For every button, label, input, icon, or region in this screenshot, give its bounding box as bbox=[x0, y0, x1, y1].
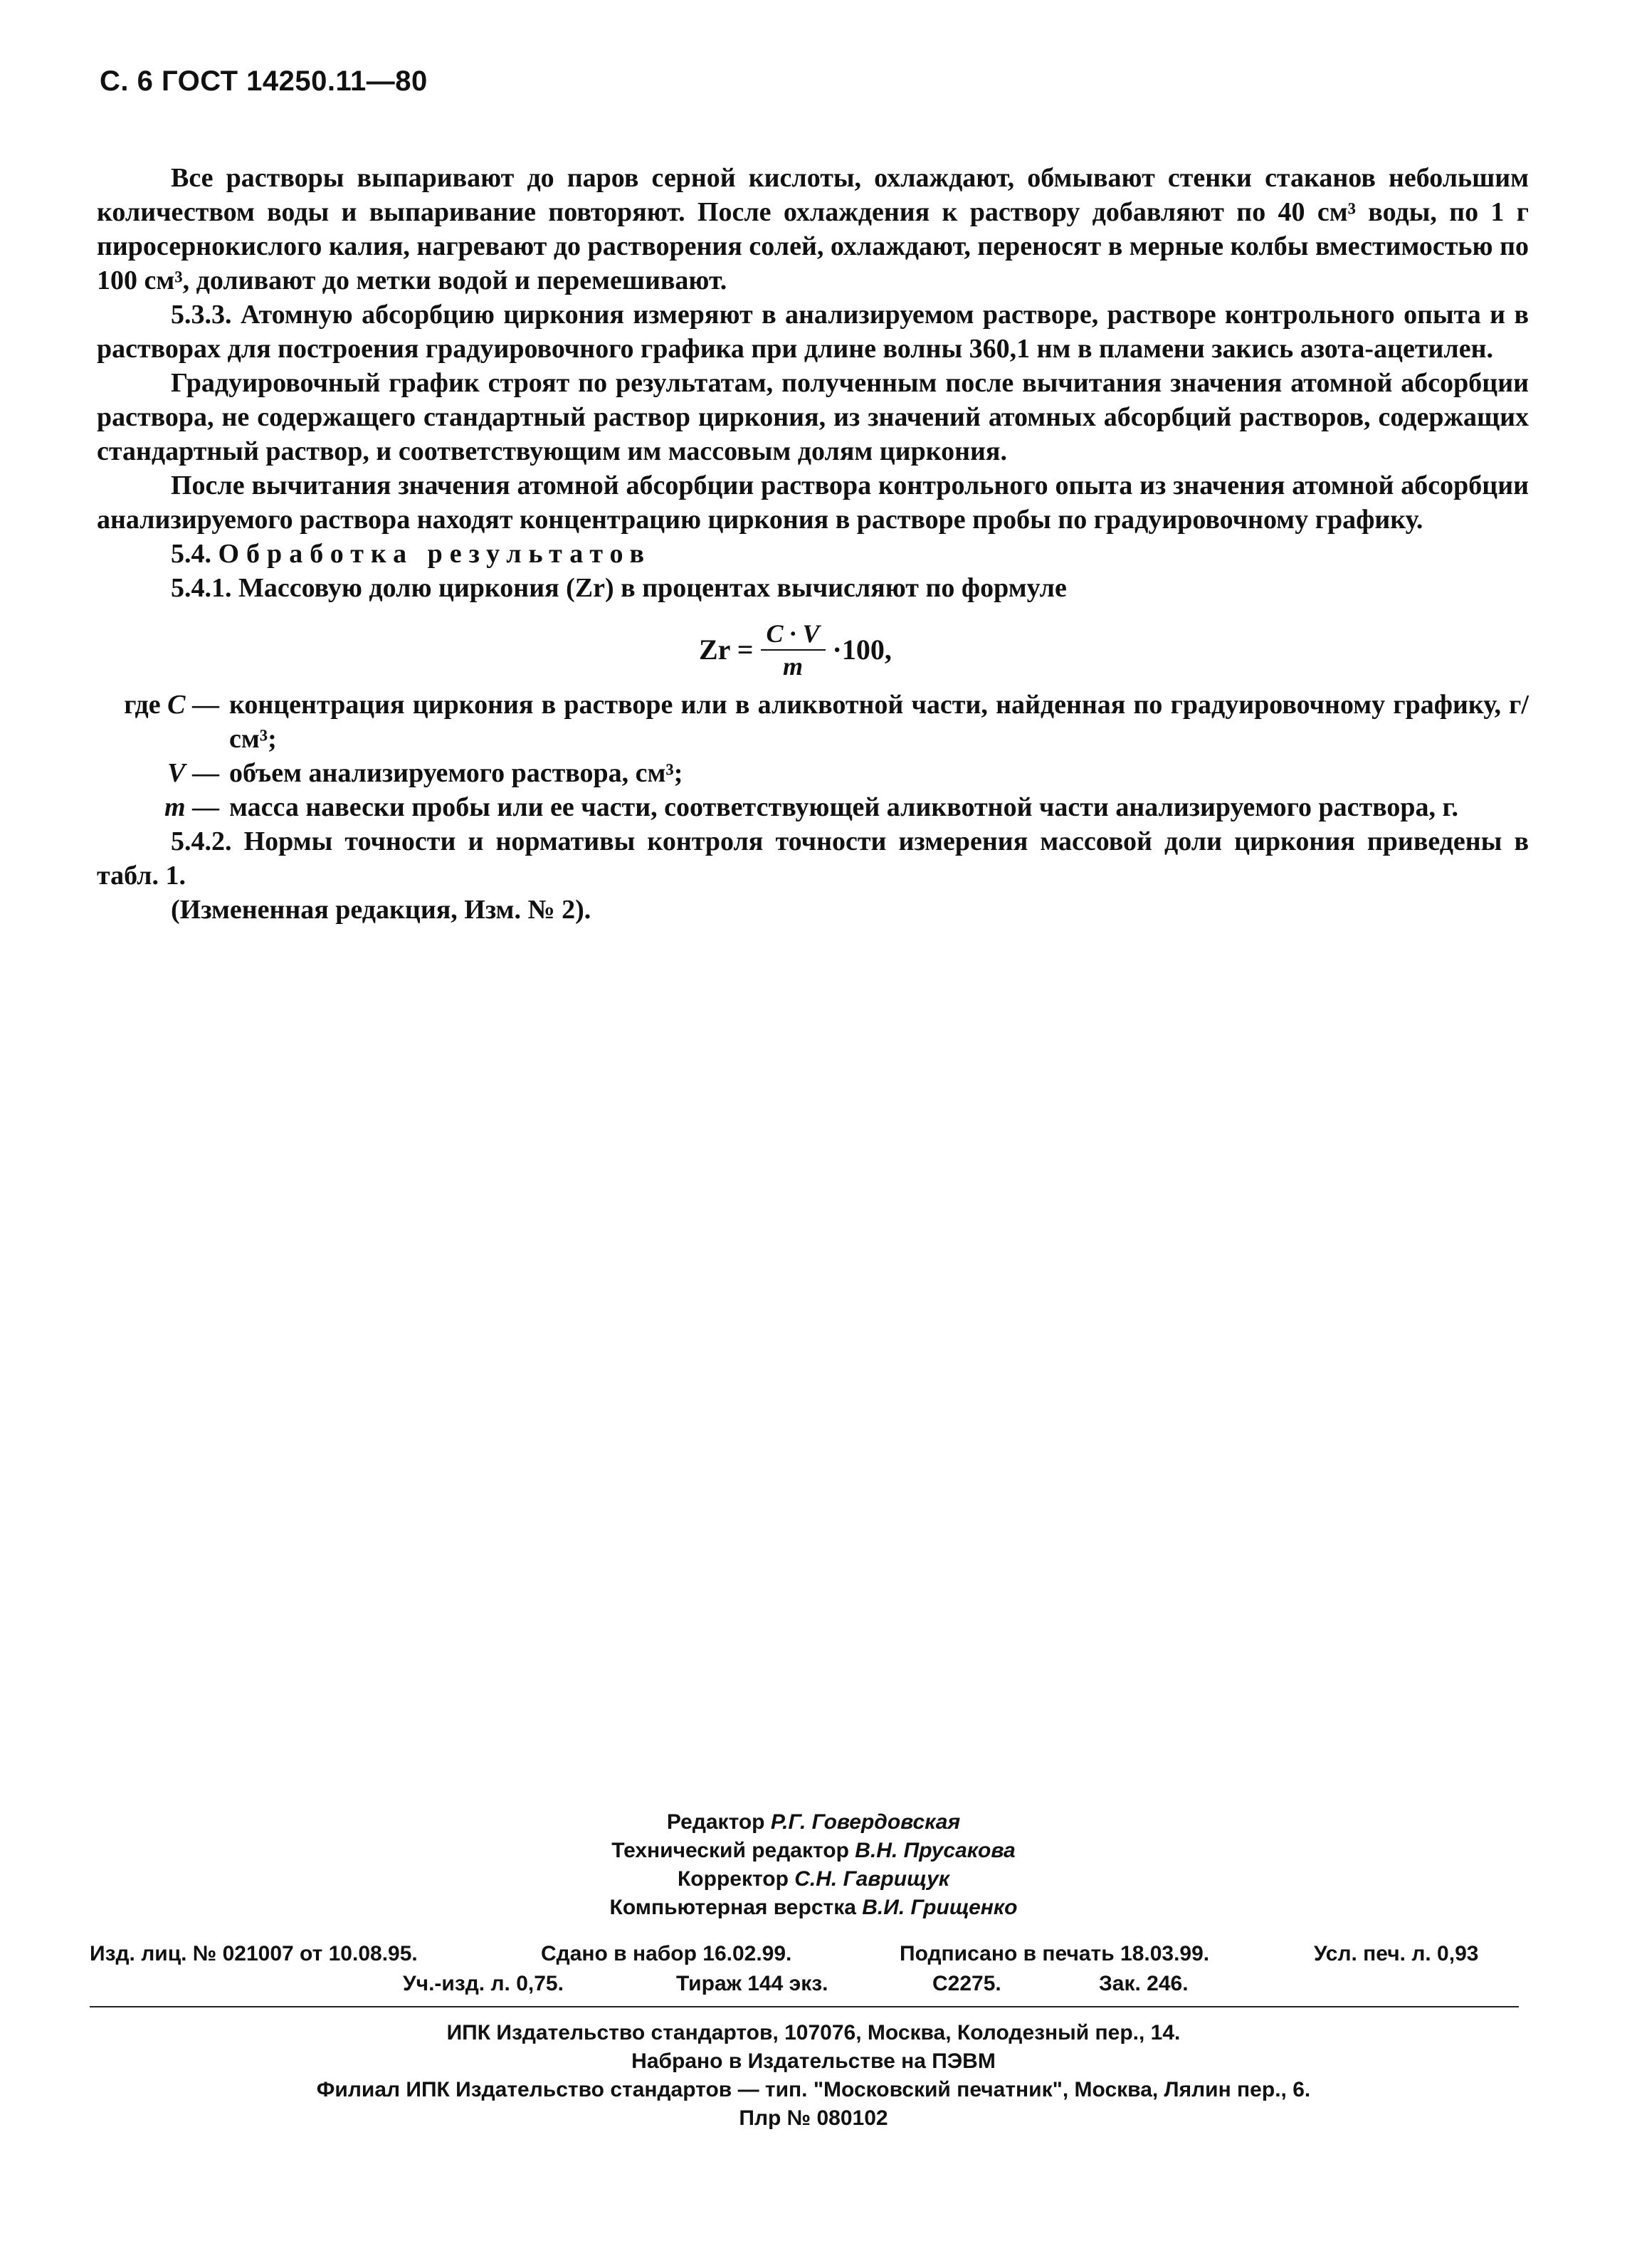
order-number: Зак. 246. bbox=[1099, 1972, 1189, 1995]
formula-numerator: C · V bbox=[761, 619, 826, 651]
definition-text: масса навески пробы или ее части, соответствующей аликвотной части анализируемого раствора, г. bbox=[229, 792, 1458, 822]
imprint-line: Филиал ИПК Издательство стандартов — тип. "Московский печатник", Москва, Лялин пер., 6. bbox=[316, 2078, 1311, 2101]
definition-row bbox=[97, 790, 1529, 824]
imprint-line: Набрано в Издательстве на ПЭВМ bbox=[631, 2049, 996, 2073]
circulation: Тираж 144 экз. bbox=[676, 1972, 828, 1995]
definition-label: где C — bbox=[124, 690, 219, 720]
paragraph-5-4-2: 5.4.2. Нормы точности и нормативы контроля точности измерения массовой доли циркония приведены в табл. 1. bbox=[97, 826, 1529, 891]
paragraph-concentration: После вычитания значения атомной абсорбции раствора контрольного опыта из значения атомной абсорбции анализируемого раствора находят концентрацию циркония в растворе пробы по градуировочному графику. bbox=[97, 471, 1529, 535]
credit-line: Технический редактор В.Н. Прусакова bbox=[611, 1839, 1016, 1862]
section-number: 5.4. bbox=[171, 539, 211, 569]
amendment-note: (Измененная редакция, Изм. № 2). bbox=[171, 895, 591, 925]
section-heading bbox=[97, 537, 1529, 571]
definition-text: объем анализируемого раствора, см³; bbox=[229, 758, 683, 788]
publication-code: С2275. bbox=[932, 1972, 1001, 1995]
zr-formula bbox=[699, 619, 892, 681]
credit-line: Редактор Р.Г. Говердовская bbox=[666, 1810, 961, 1834]
imprint-line: ИПК Издательство стандартов, 107076, Москва, Колодезный пер., 14. bbox=[446, 2021, 1181, 2044]
paragraph-calibration: Градуировочный график строят по результатам, полученным после вычитания значения атомной абсорбции раствора, не содержащего стандартный раствор циркония, из значений атомных абсорбций растворов, содержащих стандартный раствор, и соответствующим им массовым долям циркония. bbox=[97, 368, 1529, 466]
credits-block bbox=[0, 1808, 1627, 1922]
definition-text: концентрация циркония в растворе или в аликвотной части, найденная по градуировочному графику, г/см³; bbox=[229, 690, 1529, 754]
signed-for-print: Подписано в печать 18.03.99. bbox=[900, 1942, 1210, 1965]
edu-sheets: Уч.-изд. л. 0,75. bbox=[403, 1972, 564, 1995]
main-text bbox=[97, 161, 1529, 927]
section-title: Обработка результатов bbox=[218, 539, 652, 569]
definition-label: m — bbox=[164, 792, 219, 822]
definition-row bbox=[97, 756, 1529, 790]
page-header: С. 6 ГОСТ 14250.11—80 bbox=[100, 65, 428, 97]
paragraph-5-3-3: 5.3.3. Атомную абсорбцию циркония измеряют в анализируемом растворе, растворе контрольного опыта и в растворах для построения градуировочного графика при длине волны 360,1 нм в пламени закись азота-ацетилен. bbox=[97, 300, 1529, 364]
imprint-block bbox=[0, 2019, 1627, 2133]
formula-fraction bbox=[761, 619, 826, 681]
print-sheets: Усл. печ. л. 0,93 bbox=[1314, 1942, 1479, 1965]
credit-line: Компьютерная верстка В.И. Грищенко bbox=[609, 1896, 1018, 1919]
divider-line bbox=[90, 2006, 1519, 2007]
formula-lhs: Zr = bbox=[699, 634, 754, 666]
paragraph-5-4-1: 5.4.1. Массовую долю циркония (Zr) в процентах вычисляют по формуле bbox=[171, 573, 1067, 603]
formula-denominator: m bbox=[783, 652, 804, 681]
definition-row bbox=[97, 688, 1529, 756]
imprint-line: Плр № 080102 bbox=[739, 2106, 888, 2130]
credit-line: Корректор С.Н. Гаврищук bbox=[677, 1867, 950, 1891]
formula-block bbox=[97, 608, 1529, 688]
formula-definitions bbox=[97, 688, 1529, 824]
definition-label: V — bbox=[167, 758, 219, 788]
formula-rhs: ·100, bbox=[832, 634, 892, 666]
sent-to-typesetting: Сдано в набор 16.02.99. bbox=[541, 1942, 792, 1965]
paragraph-evaporation: Все растворы выпаривают до паров серной кислоты, охлаждают, обмывают стенки стаканов небольшим количеством воды и выпаривание повторяют. После охлаждения к раствору добавляют по 40 см³ воды, по 1 г пиросернокислого калия, нагревают до растворения солей, охлаждают, переносят в мерные колбы вместимостью по 100 см³, доливают до метки водой и перемешивают. bbox=[97, 163, 1529, 295]
license-number: Изд. лиц. № 021007 от 10.08.95. bbox=[90, 1942, 418, 1965]
